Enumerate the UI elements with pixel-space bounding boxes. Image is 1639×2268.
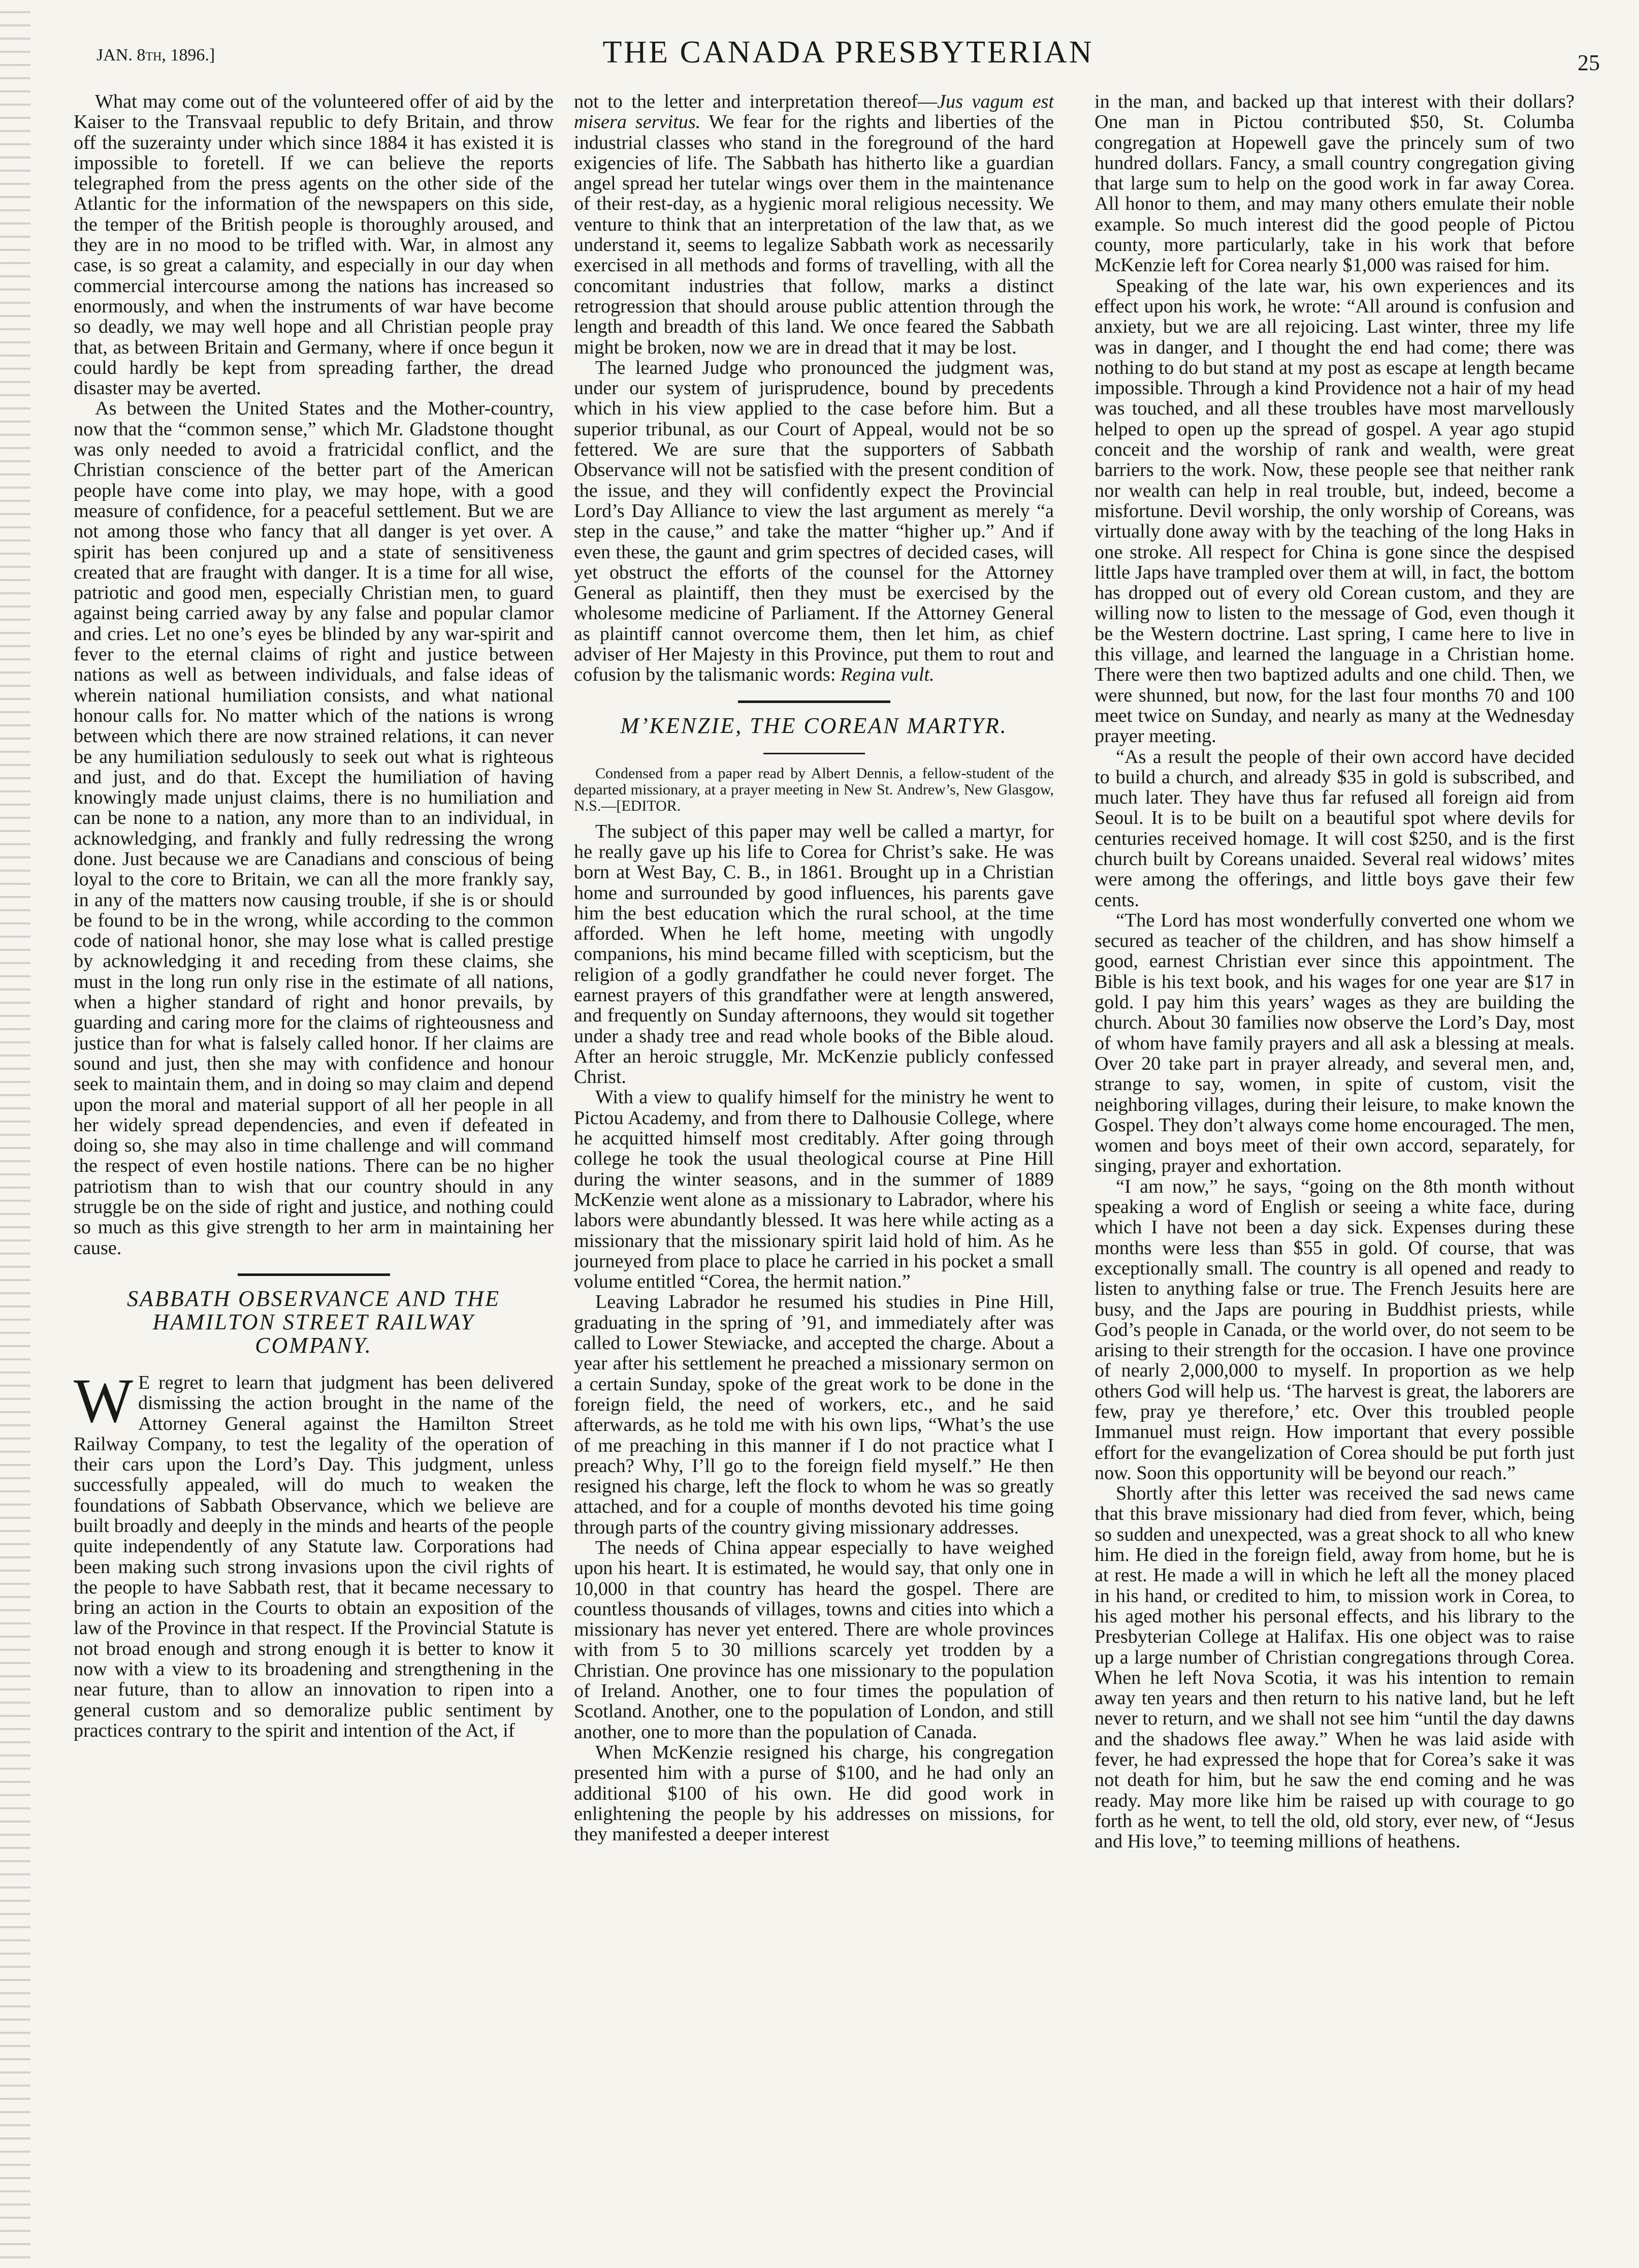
paragraph-text: The learned Judge who pronounced the judgment was, under our system of jurisprudence, bound by precedents which in his view applied to the case before him. But a superior tribunal, as our Court of Appeal, would not be so fettered. We are sure that the supporters of Sabbath Observance will not be satisfied with the present condition of the issue, and they will confidently expect the Provincial Lord’s Day Alliance to view the last argument as merely “a step in the cause,” and take the matter “higher up.” And if even these, the gaunt and grim spectres of decided cases, will yet obstruct the efforts of the counsel for the Attorney General as plaintiff, then they must be exercised by the wholesome medicine of Parliament. If the Attorney General as plaintiff cannot overcome them, then let him, as chief adviser of Her Majesty in this Province, put them to rout and cofusion by the talismanic words: [574,357,1054,686]
paragraph-with-dropcap [74,1365,554,1741]
newspaper-title: THE CANADA PRESBYTERIAN [602,35,1094,70]
paragraph: As between the United States and the Mother-country, now that the “common sense,” which Mr. Gladstone thought was only needed to avoid a fratricidal conflict, and the Christian conscience of the better part of the American people have come into play, we may hope, with a good measure of confidence, for a peaceful settlement. But we are not among those who fancy that all danger is yet over. A spirit has been conjured up and a state of sensitiveness created that are fraught with danger. It is a time for all wise, patriotic and good men, especially Christian men, to guard against being carried away by any false and popular clamor and cries. Let no one’s eyes be blinded by any war-spirit and fever to the eternal claims of right and justice between nations as well as between individuals, and false ideas of wherein national humiliation consists, and what national honour calls for. No matter which of the nations is wrong between which there are now strained relations, it can never be any humiliation sedulously to seek out what is righteous and just, and do that. Except the humiliation of having knowingly made unjust claims, there is no humiliation and can be none to a nation, any more than to an individual, in acknowledging, and frankly and fully redressing the wrong done. Just because we are Canadians and conscious of being loyal to the core to Britain, we can all the more frankly say, in any of the matters now causing trouble, if she is or should be found to be in the wrong, while according to the common code of national honor, she may lose what is called prestige by acknowledging it and receding from these claims, she must in the long run only rise in the estimate of all nations, when a higher standard of right and honor prevails, by guarding and caring more for the claims of righteousness and justice than for what is falsely called honor. If her claims are sound and just, then she may with confidence and honour seek to maintain them, and in doing so may claim and depend upon the moral and material support of all her people in all her widely spread dependencies, and even if defeated in doing so, she may also in time challenge and will command the respect of even hostile nations. There can be no higher patriotism than to wish that our country should in any struggle be on the side of right and justice, and nothing could so much as this give strength to her arm in maintaining her cause. [74,398,554,1259]
paragraph: “The Lord has most wonderfully converted one whom we secured as teacher of the children, and has show himself a good, earnest Christian ever since this appointment. The Bible is his text book, and his wages for one year are $17 in gold. I pay him this years’ wages as they are building the church. About 30 families now observe the Lord’s Day, most of whom have family prayers and all ask a blessing at meals. Over 20 take part in prayer already, and several men, and, strange to say, women, in spite of custom, visit the neighboring villages, during their leisure, to make known the Gospel. They don’t always come home encouraged. The men, women and boys meet of their own accord, separately, for singing, prayer and exhortation. [1095,909,1574,1177]
heading-line: SABBATH OBSERVANCE AND THE [126,1286,501,1311]
paragraph: Speaking of the late war, his own experiences and its effect upon his work, he wrote: “All around is confusion and anxiety, but we are all rejoicing. Last winter, three my life was in danger, and I thought the end had come; there was nothing to do but stand at my post as escape at length became impossible. Through a kind Providence not a hair of my head was touched, and all these troubles have most marvellously helped to open up the spread of gospel. A year ago stupid conceit and the worship of rank and wealth, were great barriers to the work. Now, these people see that neither rank nor wealth can help in real trouble, but, indeed, become a misfortune. Devil worship, the only worship of Coreans, was virtually done away with by the teaching of the long Haks in one stroke. All respect for China is gone since the despised little Japs have trampled over them at will, in fact, the bottom has dropped out of every old Corean custom, and they are willing now to listen to the message of God, even though it be the Western doctrine. Last spring, I came here to live in this village, and learned the language in a Christian home. There were then two baptized adults and one child. Then, we were shunned, but now, for the last four months 70 and 100 meet twice on Sunday, and nearly as many at the Wednesday prayer meeting. [1095,275,1574,747]
paragraph-text: not to the letter and interpretation thereof— [574,91,938,112]
binding-edge [0,0,30,2268]
paragraph: The subject of this paper may well be called a martyr, for he really gave up his life to Corea for Christ’s sake. He was born at West Bay, C. B., in 1861. Brought up in a Christian home and surrounded by good influences, his parents gave him the best education which the rural school, at the time afforded. When he left home, meeting with ungodly companions, his mind became filled with scepticism, but the religion of a godly grandfather he could never forget. The earnest prayers of this grandfather were at length answered, and frequently on Sunday afternoons, they would sit together under a shady tree and read whole books of the Bible aloud. After an heroic struggle, Mr. McKenzie publicly confessed Christ. [574,820,1054,1088]
paragraph: When McKenzie resigned his charge, his congregation presented him with a purse of $100, and he had only an additional $100 of his own. He did good work in enlightening the people by his addresses on missions, for they manifested a deeper interest [574,1741,1054,1845]
paragraph: Shortly after this letter was received the sad news came that this brave missionary had died from fever, which, being so sudden and unexpected, was a great shock to all who knew him. He died in the foreign field, away from home, but he is at rest. He made a will in which he left all the money placed in his hand, or credited to him, to mission work in Corea, to his aged mother his personal effects, and his library to the Presbyterian College at Halifax. His one object was to raise up a large number of Christian congregations through Corea. When he left Nova Scotia, it was his intention to remain away ten years and then return to his native land, but he left never to return, and we shall not see him “until the day dawns and the shadows flee away.” When he was laid aside with fever, he had expressed the hope that for Corea’s sake it was not death for him, but he saw the end coming and he was ready. May more like him be raised up with courage to go forth as he went, to tell the old, old story, ever new, of “Jesus and His love,” to teeming millions of heathens. [1095,1483,1574,1852]
column-left [74,91,554,2250]
section-rule [238,1273,390,1276]
article-heading-mckenzie: M’KENZIE, THE COREAN MARTYR. [620,713,1008,738]
heading-line: HAMILTON STREET RAILWAY [152,1309,475,1334]
paragraph: The needs of China appear especially to have weighed upon his heart. It is estimated, he would say, that only one in 10,000 in that country has heard the gospel. There are countless thousands of villages, towns and cities into which a missionary has never yet entered. There are whole provinces with from 5 to 30 millions scarcely yet trodden by a Christian. One province has one missionary to the population of Ireland. Another, one to four times the population of Scotland. Another, one to the population of London, and still another, one to more than the population of Canada. [574,1537,1054,1743]
paragraph: “I am now,” he says, “going on the 8th month without speaking a word of English or seeing a white face, during which I have not been a day sick. Expenses during these months were less than $55 in gold. Of course, that was exceptionally small. The country is all opened and ready to listen to anything false or true. The French Jesuits here are busy, and the Japs are pouring in Buddhist priests, while God’s people in Canada, or the world over, do not seem to be arising to their strength for the occasion. I have one province of nearly 2,000,000 to myself. In proportion as we help others God will help us. ‘The harvest is great, the laborers are few, pray ye therefore,’ etc. Over this troubled people Immanuel must reign. How important that every possible effort for the evangelization of Corea should be put forth just now. Soon this opportunity will be beyond our reach.” [1095,1175,1574,1484]
issue-date: JAN. 8th, 1896.] [97,46,215,65]
paragraph [574,358,1054,685]
paragraph [574,91,1054,358]
section-rule [763,753,865,754]
page-number: 25 [1578,50,1600,75]
paragraph: What may come out of the volunteered offer of aid by the Kaiser to the Transvaal republic to defy Britain, and throw off the suzerainty under which since 1884 it has existed it is impossible to foretell. If we can believe the reports telegraphed from the press agents on the other side of the Atlantic for the information of the newspapers on this side, the temper of the British people is thoroughly aroused, and they are in no mood to be trifled with. War, in almost any case, is so great a calamity, and especially in our day when commercial intercourse among the nations has increased so enormously, and when the instruments of war have become so deadly, we may well hope and all Christian people pray that, as between Britain and Germany, where if once begun it could hardly be kept from spreading farther, the dread disaster may be averted. [74,91,554,399]
latin-maxim: Jus vagum est misera servitus. [574,91,1054,133]
column-right [1095,91,1574,2250]
article-heading-sabbath [74,1287,554,1357]
heading-line: COMPANY. [255,1332,372,1358]
paragraph-text: E regret to learn that judgment has been delivered dismissing the action brought in the name of the Attorney General against the Hamilton Street Railway Company, to test the legality of the operation of their cars upon the Lord’s Day. This judgment, unless successfully appealed, will do much to weaken the foundations of Sabbath Observance, which we believe are built broadly and deeply in the minds and hearts of the people quite independently of any Statute law. Corporations had been making such strong invasions upon the civil rights of the people to have Sabbath rest, that it became necessary to bring an action in the Courts to obtain an exposition of the law of the Province in that respect. If the Provincial Statute is not broad enough and strong enough it is better to know it now with a view to its broadening and strengthening in the near future, than to allow an innovation to ripen into a general custom and so demoralize public sentiment by practices contrary to the spirit and intention of the Act, if [74,1371,554,1741]
column-middle [574,91,1054,2250]
drop-cap: W [74,1365,134,1435]
byline: Condensed from a paper read by Albert Dennis, a fellow-student of the departed missionary, at a prayer meeting in New St. Andrew’s, New Glasgow, N.S.—[EDITOR. [574,764,1054,814]
page-header [97,31,1600,77]
paragraph: Leaving Labrador he resumed his studies in Pine Hill, graduating in the spring of ’91, and immediately after was called to Lower Stewiacke, and accepted the charge. About a year after his settlement he preached a missionary sermon on a certain Sunday, spoke of the great work to be done in the foreign field, the need of workers, etc., and he said afterwards, as he told me with his own lips, “What’s the use of me preaching in this manner if I do not practice what I preach? Why, I’ll go to the foreign field myself.” He then resigned his charge, left the flock to whom he was so greatly attached, and for a couple of months devoted his time going through parts of the country giving missionary addresses. [574,1291,1054,1538]
paragraph-text: We fear for the rights and liberties of the industrial classes who stand in the foreground of the hard exigencies of life. The Sabbath has hitherto like a guardian angel spread her tutelar wings over them in the maintenance of their rest-day, as a hygienic moral religious necessity. We venture to think that an interpretation of the law that, as we understand it, seems to legalize Sabbath work as necessarily exercised in all methods and forms of travelling, with all the concomitant industries that follow, marks a distinct retrogression that should arouse public attention through the length and breadth of this land. We once feared the Sabbath might be broken, now we are in dread that it may be lost. [574,111,1054,358]
paragraph: “As a result the people of their own accord have decided to build a church, and already $35 in gold is subscribed, and much later. They have thus far refused all foreign aid from Seoul. It is to be built on a beautiful spot where devils for centuries received homage. It will cost $250, and is the first church built by Coreans unaided. Several real widows’ mites were among the offerings, and little boys gave their few cents. [1095,746,1574,911]
section-rule [738,700,890,703]
paragraph: With a view to qualify himself for the ministry he went to Pictou Academy, and from there to Dalhousie College, where he acquitted himself most creditably. After going through college he took the usual theological course at Pine Hill during the winter seasons, and in the summer of 1889 McKenzie went alone as a missionary to Labrador, where his labors were abundantly blessed. It was here while acting as a missionary that the missionary spirit laid hold of him. As he journeyed from place to place he carried in his pocket a small volume entitled “Corea, the hermit nation.” [574,1087,1054,1293]
closing-phrase: Regina vult. [841,664,935,686]
paragraph: in the man, and backed up that interest with their dollars? One man in Pictou contributed $50, St. Columba congregation at Hopewell gave the princely sum of two hundred dollars. Fancy, a small country congregation giving that large sum to help on the good work in far away Corea. All honor to them, and may many others emulate their noble example. So much interest did the good people of Pictou county, more particularly, take in his work that before McKenzie left for Corea nearly $1,000 was raised for him. [1095,91,1574,276]
